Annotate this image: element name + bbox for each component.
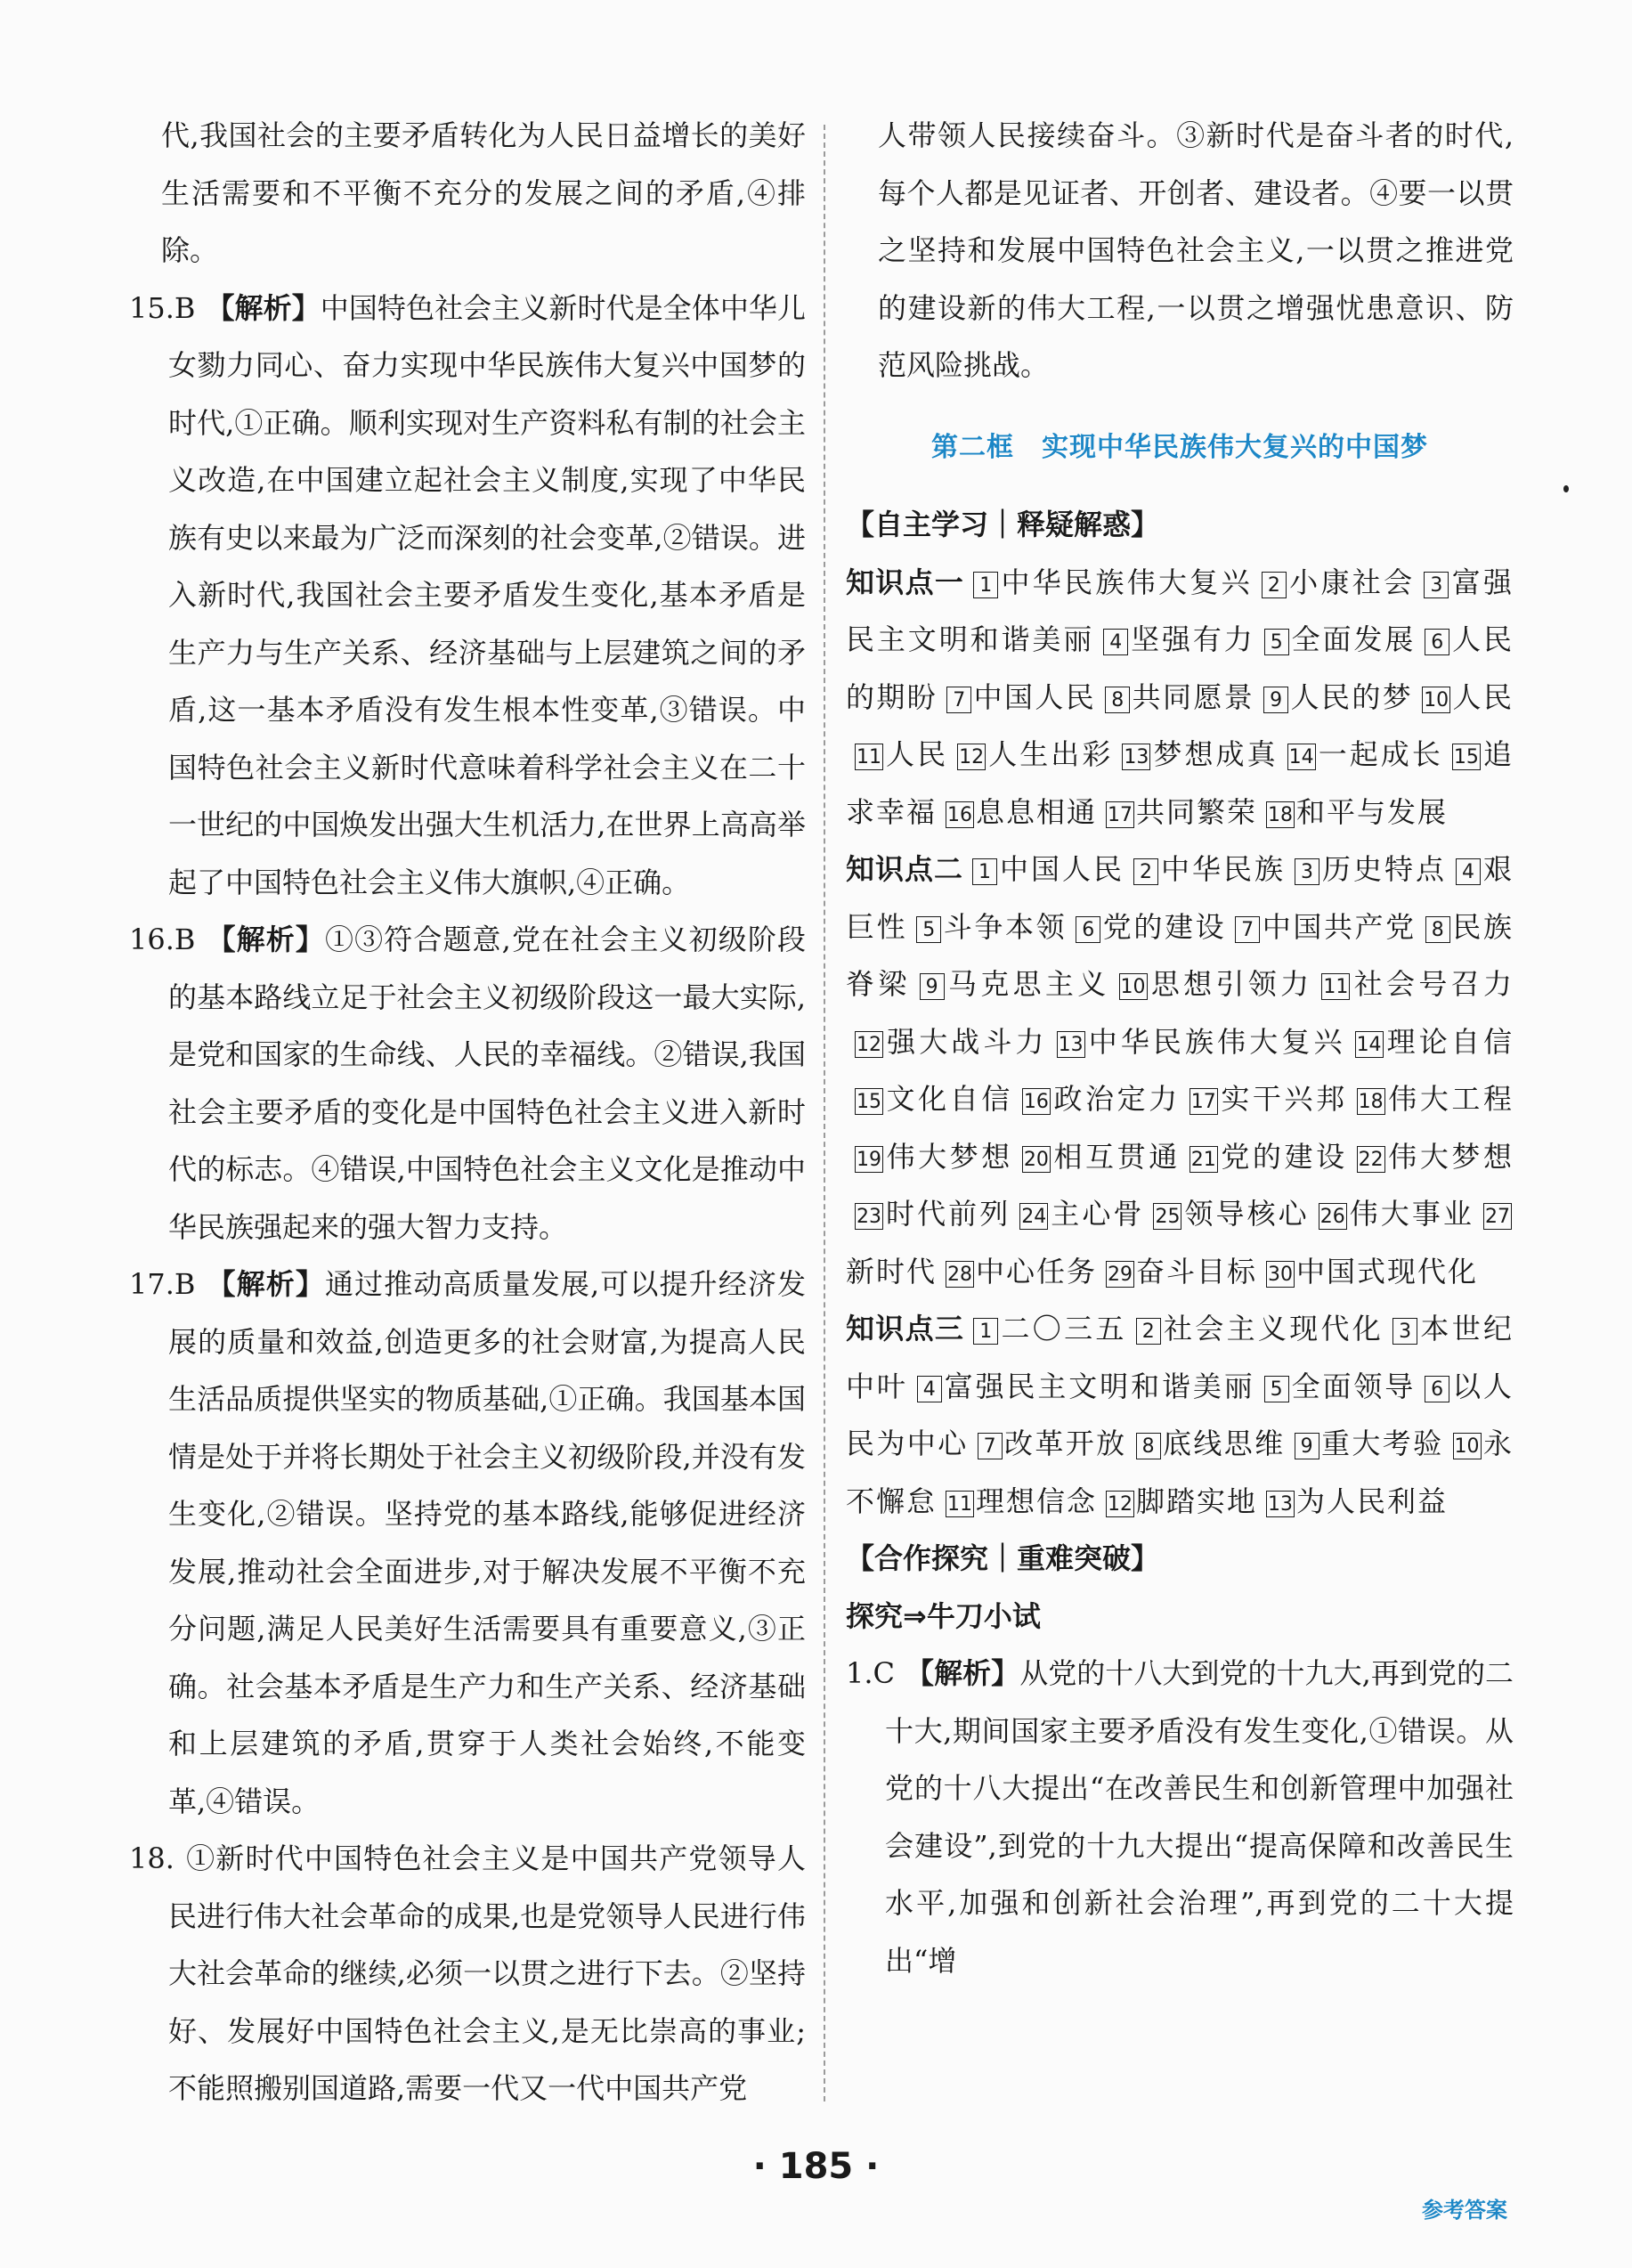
continued-text: 代,我国社会的主要矛盾转化为人民日益增长的美好生活需要和不平衡不充分的发展之间的矛盾,④排除。 xyxy=(161,118,806,267)
blank-number-box: 1 xyxy=(972,858,997,885)
blank-answer: 社会号召力 xyxy=(1352,967,1514,1001)
answer-15 xyxy=(129,280,806,912)
blank-number-box: 13 xyxy=(1266,1491,1295,1517)
answer-1 xyxy=(846,1645,1514,1989)
blank-number-box: 28 xyxy=(946,1261,974,1288)
blank-number-box: 25 xyxy=(1153,1203,1181,1230)
blank-number-box: 7 xyxy=(978,1433,1003,1459)
blank-number-box: 3 xyxy=(1424,572,1449,598)
blank-number-box: 9 xyxy=(920,973,945,1000)
blank-answer: 中华民族伟大复兴 xyxy=(1086,1024,1346,1059)
blank-answer: 永不懈怠 xyxy=(846,1427,1514,1518)
blank-number-box: 6 xyxy=(1076,916,1100,943)
blank-answer: 实干兴邦 xyxy=(1219,1082,1348,1116)
blank-answer: 文化自信 xyxy=(885,1082,1013,1116)
answer-text: 从党的十八大到党的十九大,再到党的二十大,期间国家主要矛盾没有发生变化,①错误。从党的十八大提出“在改善民生和创新管理中加强社会建设”,到党的十九大提出“提高保障和改善民生水平,加强和创新社会治理”,再到党的二十大提出“增 xyxy=(885,1656,1514,1978)
blank-number-box: 21 xyxy=(1189,1146,1218,1173)
answer-number: 17.B xyxy=(129,1267,196,1301)
blank-number-box: 19 xyxy=(855,1146,883,1173)
blank-answer: 理想信念 xyxy=(976,1484,1098,1518)
blank-number-box: 3 xyxy=(1392,1318,1417,1345)
blank-answer: 追求幸福 xyxy=(846,737,1514,829)
blank-answer: 中华民族 xyxy=(1159,852,1286,886)
knowledge-point-1 xyxy=(846,554,1514,841)
blank-number-box: 15 xyxy=(855,1088,883,1115)
blank-answer: 共同愿景 xyxy=(1132,679,1255,714)
blank-answer: 党的建设 xyxy=(1219,1139,1348,1174)
blank-number-box: 10 xyxy=(1119,973,1148,1000)
blank-answer: 底线思维 xyxy=(1162,1427,1286,1460)
page-number: · 185 · xyxy=(752,2146,880,2187)
answer-text: ①③符合题意,党在社会主义初级阶段的基本路线立足于社会主义初级阶段这一最大实际,是党和国家的生命线、人民的幸福线。②错误,我国社会主要矛盾的变化是中国特色社会主义进入新时代的标志。④错误,中国特色社会主义文化是推动中华民族强起来的强大智力支持。 xyxy=(168,923,806,1244)
analysis-tag: 【解析】 xyxy=(905,1656,1020,1690)
blank-answer: 为人民利益 xyxy=(1296,1484,1449,1518)
answer-17 xyxy=(129,1256,806,1830)
blank-number-box: 1 xyxy=(973,1318,998,1345)
blank-answer: 息息相通 xyxy=(976,794,1098,829)
blank-number-box: 6 xyxy=(1425,1376,1449,1402)
blank-number-box: 24 xyxy=(1019,1203,1048,1230)
blank-answer: 重大考验 xyxy=(1320,1427,1444,1460)
answer-number: 1.C xyxy=(846,1656,896,1690)
blank-number-box: 16 xyxy=(946,801,974,828)
blank-answer: 奋斗目标 xyxy=(1136,1254,1258,1288)
blank-number-box: 12 xyxy=(1106,1491,1134,1517)
blank-answer: 新时代 xyxy=(846,1254,938,1288)
blank-number-box: 15 xyxy=(1452,744,1481,770)
blank-number-box: 9 xyxy=(1295,1433,1319,1459)
blank-answer: 历史特点 xyxy=(1320,852,1447,886)
blank-number-box: 4 xyxy=(1456,858,1481,885)
blank-answer: 中国式现代化 xyxy=(1296,1254,1479,1288)
blank-number-box: 26 xyxy=(1319,1203,1347,1230)
blank-number-box: 12 xyxy=(855,1031,883,1058)
blank-answer: 马克思主义 xyxy=(946,967,1110,1001)
blank-number-box: 11 xyxy=(855,744,883,770)
blank-answer: 人生出彩 xyxy=(987,737,1114,771)
footer-label: 参考答案 xyxy=(1422,2198,1507,2223)
blank-number-box: 5 xyxy=(1264,629,1289,655)
blank-number-box: 17 xyxy=(1189,1088,1218,1115)
analysis-tag: 【解析】 xyxy=(206,923,325,956)
blank-number-box: 17 xyxy=(1106,801,1134,828)
blank-number-box: 2 xyxy=(1262,572,1287,598)
margin-mark xyxy=(1563,485,1569,492)
blank-answer: 伟大工程 xyxy=(1386,1082,1514,1116)
blank-answer: 富强民主文明和谐美丽 xyxy=(846,565,1514,656)
left-column xyxy=(129,107,806,2118)
blank-answer: 思想引领力 xyxy=(1149,967,1313,1001)
blank-number-box: 7 xyxy=(1235,916,1260,943)
blank-answer: 社会主义现代化 xyxy=(1162,1312,1384,1345)
blank-number-box: 22 xyxy=(1357,1146,1385,1173)
blank-answer: 中华民族伟大复兴 xyxy=(1000,565,1253,599)
blank-number-box: 30 xyxy=(1266,1261,1295,1288)
blank-answer: 伟大事业 xyxy=(1348,1197,1474,1231)
kp-label: 知识点二 xyxy=(846,852,963,886)
blank-number-box: 10 xyxy=(1422,687,1450,713)
blank-answer: 坚强有力 xyxy=(1130,622,1255,656)
blank-number-box: 20 xyxy=(1022,1146,1051,1173)
blank-number-box: 18 xyxy=(1266,801,1295,828)
blank-answer: 理论自信 xyxy=(1384,1024,1514,1059)
blank-number-box: 5 xyxy=(1264,1376,1289,1402)
blank-answer: 政治定力 xyxy=(1051,1082,1181,1116)
blank-answer: 一起成长 xyxy=(1317,737,1443,771)
blank-number-box: 3 xyxy=(1295,858,1319,885)
blank-number-box: 11 xyxy=(1321,973,1350,1000)
answer-number: 16.B xyxy=(129,923,196,956)
blank-number-box: 2 xyxy=(1133,858,1158,885)
blank-answer: 以人民为中心 xyxy=(846,1369,1514,1460)
blank-answer: 主心骨 xyxy=(1050,1197,1145,1231)
blank-number-box: 6 xyxy=(1425,629,1449,655)
blank-answer: 和平与发展 xyxy=(1296,794,1449,829)
right-column xyxy=(846,107,1514,1989)
blank-answer: 人民 xyxy=(1452,679,1514,714)
blank-number-box: 8 xyxy=(1136,1433,1161,1459)
blank-number-box: 8 xyxy=(1105,687,1130,713)
blank-answer: 相互贯通 xyxy=(1051,1139,1181,1174)
blank-answer: 民族脊梁 xyxy=(846,909,1514,1001)
blank-number-box: 18 xyxy=(1357,1088,1385,1115)
section-title: 第二框 实现中华民族伟大复兴的中国梦 xyxy=(931,431,1428,463)
knowledge-point-2 xyxy=(846,841,1514,1300)
blank-answer: 脚踏实地 xyxy=(1136,1484,1258,1518)
blank-answer: 富强民主文明和谐美丽 xyxy=(943,1369,1255,1403)
analysis-tag: 【解析】 xyxy=(206,290,321,325)
column-divider xyxy=(824,125,825,2101)
blank-answer: 小康社会 xyxy=(1287,565,1416,599)
blank-answer: 伟大梦想 xyxy=(1386,1139,1514,1174)
blank-answer: 中国人民 xyxy=(999,852,1125,886)
blank-answer: 共同繁荣 xyxy=(1136,794,1258,829)
blank-answer: 全面领导 xyxy=(1290,1369,1417,1403)
blank-number-box: 1 xyxy=(973,572,998,598)
blank-number-box: 5 xyxy=(916,916,941,943)
blank-answer: 人民 xyxy=(885,737,949,771)
blank-number-box: 27 xyxy=(1483,1203,1512,1230)
blank-answer: 全面发展 xyxy=(1290,622,1417,656)
blank-number-box: 9 xyxy=(1263,687,1288,713)
blank-answer: 梦想成真 xyxy=(1152,737,1279,771)
blank-number-box: 2 xyxy=(1136,1318,1161,1345)
blank-answer: 中国共产党 xyxy=(1262,909,1417,944)
answer-number: 18. xyxy=(129,1841,175,1875)
blank-number-box: 4 xyxy=(917,1376,942,1402)
blank-answer: 领导核心 xyxy=(1183,1197,1310,1231)
knowledge-point-3 xyxy=(846,1300,1514,1530)
blank-number-box: 12 xyxy=(957,744,986,770)
blank-answer: 党的建设 xyxy=(1102,909,1227,944)
answer-text: ①新时代中国特色社会主义是中国共产党领导人民进行伟大社会革命的成果,也是党领导人民进行伟大社会革命的继续,必须一以贯之进行下去。②坚持好、发展好中国特色社会主义,是无比崇高的事业;不能照搬别国道路,需要一代又一代中国共产党 xyxy=(168,1841,806,2105)
blank-number-box: 14 xyxy=(1355,1031,1384,1058)
answer-text: 中国特色社会主义新时代是全体中华儿女勠力同心、奋力实现中华民族伟大复兴中国梦的时代,①正确。顺利实现对生产资料私有制的社会主义改造,在中国建立起社会主义制度,实现了中华民族有史以来最为广泛而深刻的社会变革,②错误。进入新时代,我国社会主要矛盾发生变化,基本矛盾是生产力与生产关系、经济基础与上层建筑之间的矛盾,这一基本矛盾没有发生根本性变革,③错误。中国特色社会主义新时代意味着科学社会主义在二十一世纪的中国焕发出强大生机活力,在世界上高高举起了中国特色社会主义伟大旗帜,④正确。 xyxy=(168,290,806,899)
explore-title: 探究⇒牛刀小试 xyxy=(846,1598,1041,1633)
blank-answer: 中心任务 xyxy=(976,1254,1098,1288)
answer-18 xyxy=(129,1830,806,2118)
blank-number-box: 11 xyxy=(946,1491,974,1517)
blank-number-box: 7 xyxy=(946,687,971,713)
continued-text: 人带领人民接续奋斗。③新时代是奋斗者的时代,每个人都是见证者、开创者、建设者。④要一以贯之坚持和发展中国特色社会主义,一以贯之推进党的建设新的伟大工程,一以贯之增强忧患意识、防范风险挑战。 xyxy=(878,118,1514,382)
answer-number: 15.B xyxy=(129,290,196,325)
block-title-cooperation: 【合作探究｜重难突破】 xyxy=(846,1541,1160,1575)
blank-number-box: 29 xyxy=(1106,1261,1134,1288)
blank-number-box: 13 xyxy=(1122,744,1150,770)
blank-answer: 艰巨性 xyxy=(846,852,1514,944)
blank-answer: 斗争本领 xyxy=(943,909,1068,944)
blank-number-box: 8 xyxy=(1425,916,1450,943)
blank-answer: 改革开放 xyxy=(1003,1427,1127,1460)
answer-16 xyxy=(129,911,806,1256)
analysis-tag: 【解析】 xyxy=(206,1267,325,1301)
answer-text: 通过推动高质量发展,可以提升经济发展的质量和效益,创造更多的社会财富,为提高人民生活品质提供坚实的物质基础,①正确。我国基本国情是处于并将长期处于社会主义初级阶段,并没有发生变化,②错误。坚持党的基本路线,能够促进经济发展,推动社会全面进步,对于解决发展不平衡不充分问题,满足人民美好生活需要具有重要意义,③正确。社会基本矛盾是生产力和生产关系、经济基础和上层建筑的矛盾,贯穿于人类社会始终,不能变革,④错误。 xyxy=(168,1267,806,1818)
blank-number-box: 23 xyxy=(855,1203,883,1230)
kp-label: 知识点三 xyxy=(846,1312,965,1345)
blank-answer: 人民的梦 xyxy=(1290,679,1414,714)
blank-number-box: 13 xyxy=(1057,1031,1085,1058)
blank-number-box: 14 xyxy=(1287,744,1316,770)
blank-answer: 时代前列 xyxy=(885,1197,1011,1231)
blank-answer: 伟大梦想 xyxy=(885,1139,1013,1174)
blank-answer: 中国人民 xyxy=(973,679,1097,714)
blank-answer: 人民的期盼 xyxy=(846,622,1514,714)
blank-number-box: 4 xyxy=(1103,629,1128,655)
blank-answer: 二〇三五 xyxy=(1000,1312,1127,1345)
kp-label: 知识点一 xyxy=(846,565,965,599)
blank-answer: 本世纪中叶 xyxy=(846,1312,1514,1403)
block-title-self-study: 【自主学习｜释疑解惑】 xyxy=(846,508,1160,541)
blank-number-box: 16 xyxy=(1022,1088,1051,1115)
blank-number-box: 10 xyxy=(1453,1433,1482,1459)
blank-answer: 强大战斗力 xyxy=(885,1024,1048,1059)
